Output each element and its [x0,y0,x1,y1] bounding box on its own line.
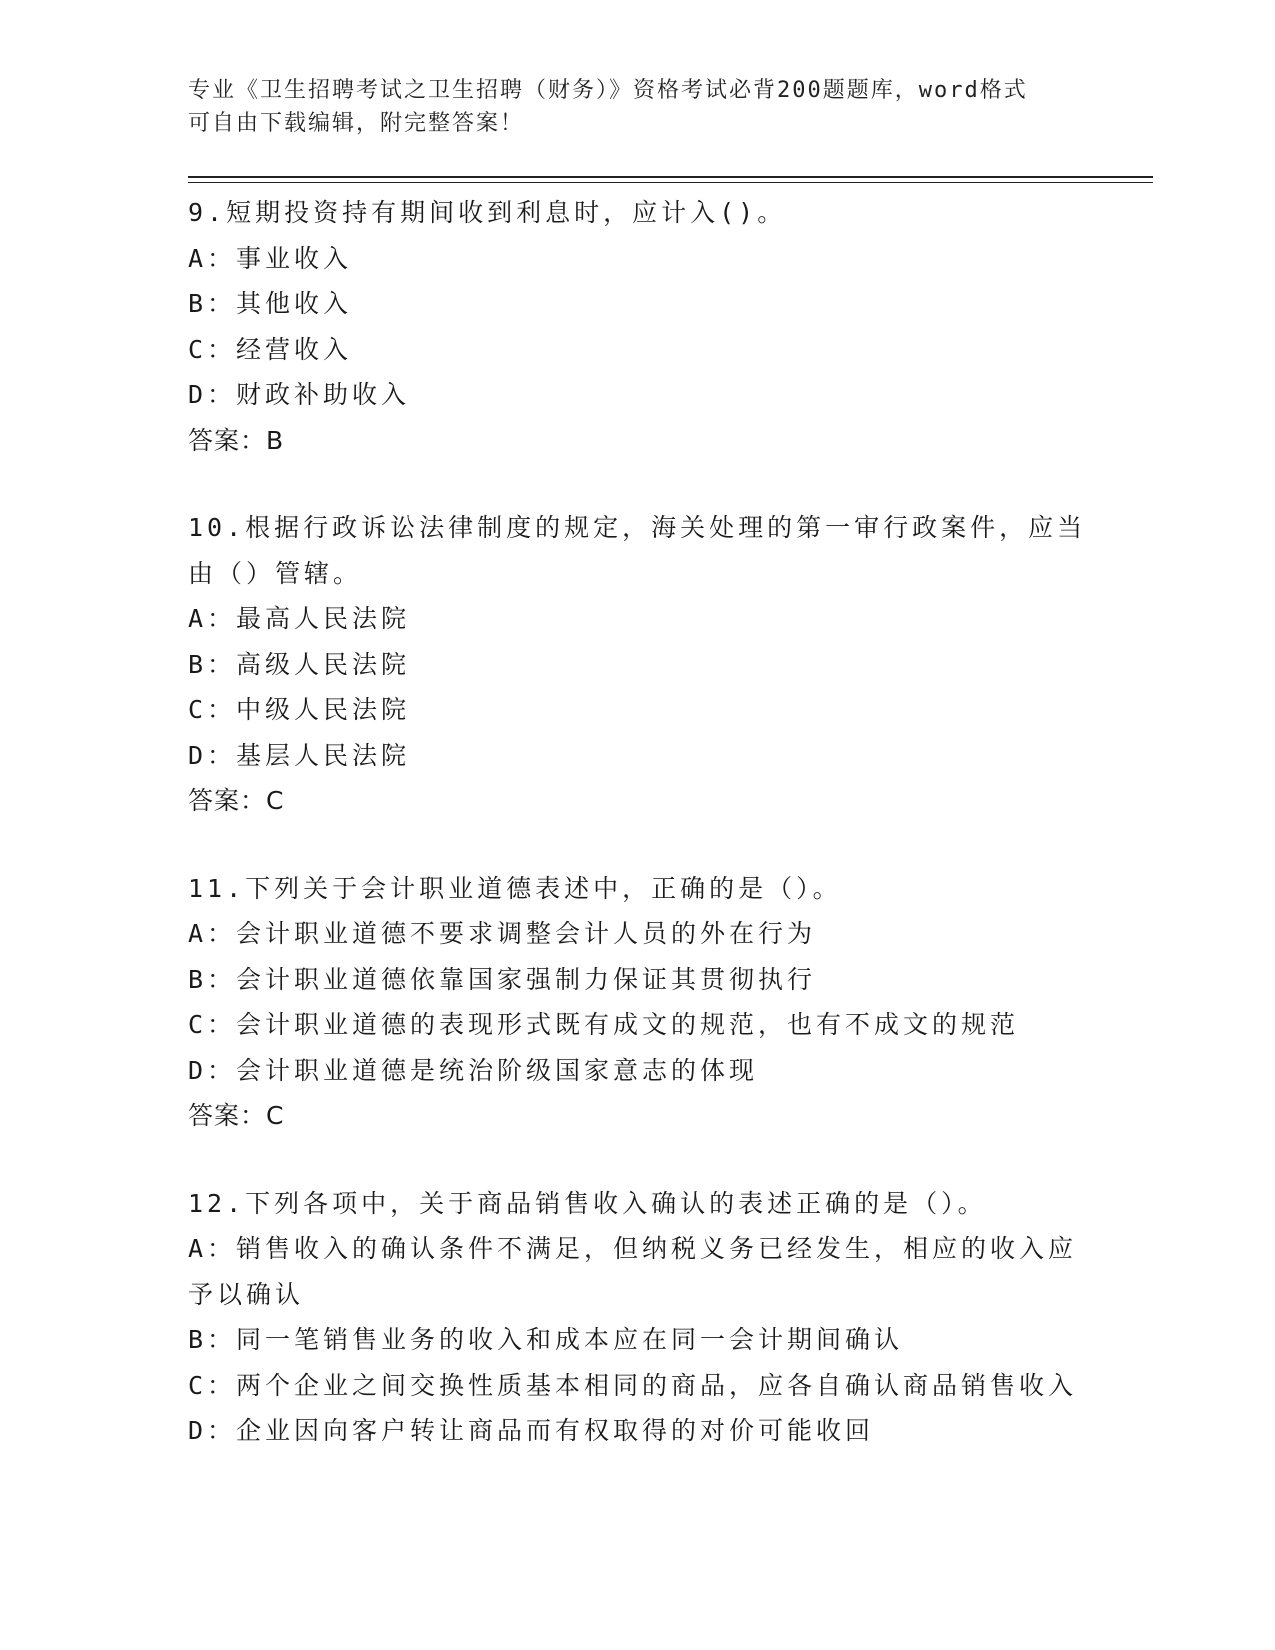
question-11 [188,866,1088,1139]
question-9 [188,190,1088,463]
option-b: B：高级人民法院 [188,649,411,679]
answer: 答案：B [188,425,285,455]
question-stem: 11.下列关于会计职业道德表述中，正确的是（）。 [188,873,842,903]
option-a: A：会计职业道德不要求调整会计人员的外在行为 [188,919,817,948]
option-d: D：会计职业道德是统治阶级国家意志的体现 [188,1055,759,1085]
option-c: C：经营收入 [188,334,353,364]
question-stem: 9.短期投资持有期间收到利息时，应计入()。 [188,198,787,227]
document-header [188,74,1088,140]
header-line-2: 可自由下载编辑，附完整答案！ [188,111,525,136]
header-divider-thin [188,182,1153,183]
option-a: A：销售收入的确认条件不满足，但纳税义务已经发生，相应的收入应予以确认 [188,1234,1078,1309]
option-c: C：两个企业之间交换性质基本相同的商品，应各自确认商品销售收入 [188,1370,1078,1400]
answer: 答案：C [188,786,285,815]
option-b: B：会计职业道德依靠国家强制力保证其贯彻执行 [188,964,817,994]
question-12 [188,1181,1088,1454]
option-b: B：同一笔销售业务的收入和成本应在同一会计期间确认 [188,1325,904,1354]
question-stem: 12.下列各项中，关于商品销售收入确认的表述正确的是（）。 [188,1188,987,1218]
question-10 [188,505,1088,824]
option-c: C：会计职业道德的表现形式既有成文的规范，也有不成文的规范 [188,1010,1020,1039]
option-d: D：企业因向客户转让商品而有权取得的对价可能收回 [188,1416,875,1445]
answer: 答案：C [188,1101,285,1130]
option-d: D：财政补助收入 [188,380,411,409]
header-divider-thick [188,176,1153,178]
option-a: A：事业收入 [188,243,353,273]
option-c: C：中级人民法院 [188,695,411,724]
question-list [188,190,1088,1496]
option-d: D：基层人民法院 [188,740,411,770]
question-stem: 10.根据行政诉讼法律制度的规定，海关处理的第一审行政案件，应当由（）管辖。 [188,513,1087,588]
option-a: A：最高人民法院 [188,604,411,633]
option-b: B：其他收入 [188,289,353,318]
header-line-1: 专业《卫生招聘考试之卫生招聘（财务）》资格考试必背200题题库，word格式 [188,78,1028,103]
